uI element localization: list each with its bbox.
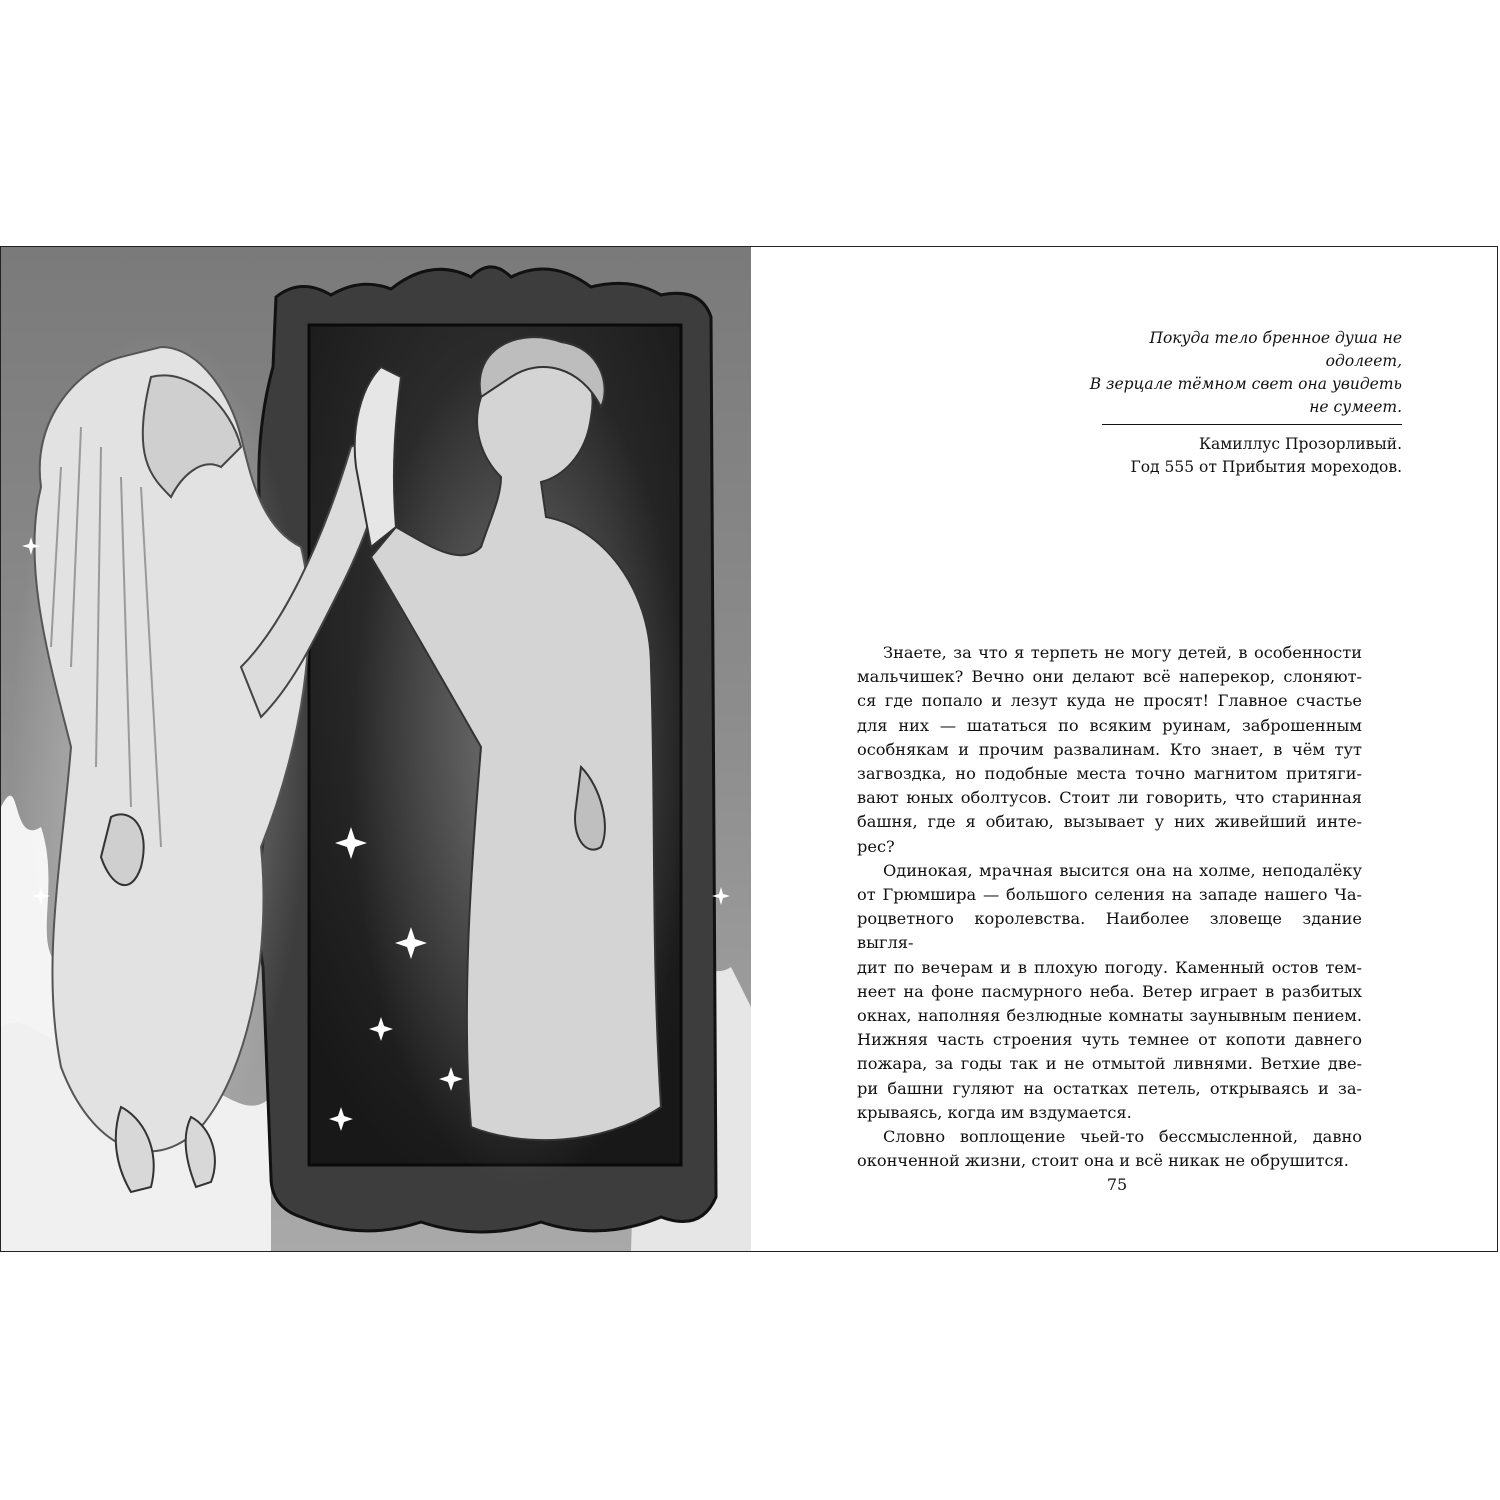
text-line: от Грюмшира — большого селения на западе нашего Ча- [857,885,1362,905]
illustration-svg [1,247,751,1251]
text-line: Нижняя часть строения чуть темнее от копоти давнего [857,1030,1362,1050]
epigraph-line: В зерцале тёмном свет она увидеть [1089,375,1402,393]
epigraph-line: не сумеет. [1309,398,1402,416]
attribution-date: Год 555 от Прибытия мореходов. [1130,458,1402,476]
text-line: неет на фоне пасмурного неба. Ветер играет в разбитых [857,981,1362,1001]
epigraph-line: одолеет, [1325,352,1402,370]
paragraph-2 [857,859,1362,1125]
text-line: оконченной жизни, стоит она и всё никак не обрушится. [857,1151,1349,1171]
text-line: пожара, за годы так и не отмытой ливнями. Ветхие две- [857,1054,1362,1074]
text-line: окнах, наполняя безлюдные комнаты заунывным пением. [857,1006,1362,1026]
text-line: загвоздка, но подобные места точно магнитом притяги- [857,764,1362,784]
epigraph-attribution [1022,433,1402,479]
text-line: ся где попало и лезут куда не просят! Главное счастье [857,691,1362,711]
illustration-ghosts-mirror [1,247,751,1251]
book-spread [0,246,1498,1252]
text-line: роцветного королевства. Наиболее зловеще здание выгля- [857,909,1362,953]
text-line: башня, где я обитаю, вызывает у них живейший инте- [857,812,1362,832]
text-line: для них — шататься по всяким руинам, заброшенным [857,715,1362,735]
text-line: ри башни гуляют на остатках петель, открываясь и за- [857,1078,1362,1098]
text-line: особнякам и прочим развалинам. Кто знает, в чём тут [857,739,1362,759]
text-line: Словно воплощение чьей-то бессмысленной, давно [883,1127,1362,1147]
epigraph-divider [1102,424,1402,425]
text-line: дит по вечерам и в плохую погоду. Каменный остов тем- [857,957,1362,977]
text-line: Одинокая, мрачная высится она на холме, неподалёку [883,860,1362,880]
paragraph-1 [857,641,1362,859]
body-text [857,641,1362,1173]
attribution-author: Камиллус Прозорливый. [1198,435,1402,453]
paragraph-3 [857,1125,1362,1173]
text-line: мальчишек? Вечно они делают всё наперекор, слоняют- [857,667,1362,687]
epigraph [1082,327,1402,419]
page-number: 75 [1106,1175,1128,1194]
text-line: Знаете, за что я терпеть не могу детей, в особенности [883,643,1362,662]
epigraph-line: Покуда тело бренное душа не [1149,329,1402,347]
text-page [751,247,1498,1251]
text-line: вают юных оболтусов. Стоит ли говорить, что старинная [857,788,1362,808]
text-line: крываясь, когда им вздумается. [857,1102,1132,1122]
text-line: рес? [857,836,895,856]
